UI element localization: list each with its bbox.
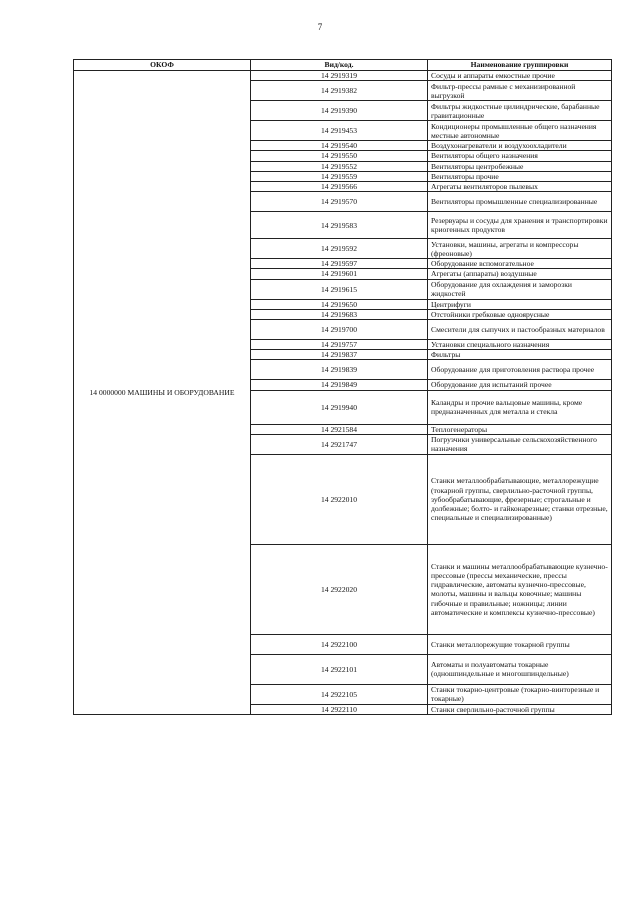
- code-cell: 14 2921747: [251, 434, 428, 454]
- code-cell: 14 2919552: [251, 161, 428, 171]
- code-cell: 14 2919849: [251, 380, 428, 390]
- code-cell: 14 2919683: [251, 309, 428, 319]
- name-cell: Автоматы и полуавтоматы токарные (одношпиндельные и многошпиндельные): [428, 654, 612, 684]
- name-cell: Фильтр-прессы рамные с механизированной выгрузкой: [428, 81, 612, 101]
- name-cell: Погрузчики универсальные сельскохозяйственного назначения: [428, 434, 612, 454]
- name-cell: Смесители для сыпучих и пастообразных материалов: [428, 320, 612, 340]
- name-cell: Центрифуги: [428, 299, 612, 309]
- header-okof: ОКОФ: [74, 60, 251, 71]
- code-cell: 14 2922100: [251, 634, 428, 654]
- code-cell: 14 2919570: [251, 192, 428, 212]
- code-cell: 14 2919583: [251, 212, 428, 239]
- okof-table: [73, 59, 612, 715]
- name-cell: Станки токарно-центровые (токарно-винторезные и токарные): [428, 684, 612, 704]
- name-cell: Фильтры: [428, 350, 612, 360]
- name-cell: Теплогенераторы: [428, 424, 612, 434]
- header-name: Наименование группировки: [428, 60, 612, 71]
- name-cell: Станки сверлильно-расточной группы: [428, 704, 612, 714]
- header-code: Вид/код.: [251, 60, 428, 71]
- code-cell: 14 2922110: [251, 704, 428, 714]
- code-cell: 14 2919540: [251, 141, 428, 151]
- name-cell: Воздухонагреватели и воздухоохладители: [428, 141, 612, 151]
- name-cell: Агрегаты вентиляторов пылевых: [428, 182, 612, 192]
- code-cell: 14 2919566: [251, 182, 428, 192]
- code-cell: 14 2919559: [251, 171, 428, 181]
- name-cell: Установки специального назначения: [428, 340, 612, 350]
- name-cell: Резервуары и сосуды для хранения и транспортировки криогенных продуктов: [428, 212, 612, 239]
- name-cell: Агрегаты (аппараты) воздушные: [428, 269, 612, 279]
- name-cell: Отстойники гребковые одноярусные: [428, 309, 612, 319]
- code-cell: 14 2919839: [251, 360, 428, 380]
- code-cell: 14 2919550: [251, 151, 428, 161]
- name-cell: Оборудование для охлаждения и заморозки жидкостей: [428, 279, 612, 299]
- group-cell: 14 0000000 МАШИНЫ И ОБОРУДОВАНИЕ: [74, 71, 251, 715]
- code-cell: 14 2922101: [251, 654, 428, 684]
- name-cell: Вентиляторы промышленные специализированные: [428, 192, 612, 212]
- code-cell: 14 2919837: [251, 350, 428, 360]
- code-cell: 14 2922105: [251, 684, 428, 704]
- name-cell: Оборудование вспомогательное: [428, 259, 612, 269]
- code-cell: 14 2919390: [251, 101, 428, 121]
- code-cell: 14 2919382: [251, 81, 428, 101]
- code-cell: 14 2919601: [251, 269, 428, 279]
- name-cell: Сосуды и аппараты емкостные прочие: [428, 71, 612, 81]
- code-cell: 14 2919650: [251, 299, 428, 309]
- page-number: 7: [317, 22, 323, 32]
- code-cell: 14 2919453: [251, 121, 428, 141]
- code-cell: 14 2921584: [251, 424, 428, 434]
- name-cell: Оборудование для приготовления раствора прочее: [428, 360, 612, 380]
- code-cell: 14 2919319: [251, 71, 428, 81]
- code-cell: 14 2922010: [251, 454, 428, 544]
- name-cell: Вентиляторы центробежные: [428, 161, 612, 171]
- name-cell: Установки, машины, агрегаты и компрессоры (фреоновые): [428, 239, 612, 259]
- code-cell: 14 2919940: [251, 390, 428, 424]
- code-cell: 14 2919757: [251, 340, 428, 350]
- code-cell: 14 2919615: [251, 279, 428, 299]
- name-cell: Фильтры жидкостные цилиндрические, барабанные гравитационные: [428, 101, 612, 121]
- name-cell: Станки и машины металлообрабатывающие кузнечно-прессовые (прессы механические, прессы гидравлические, автоматы кузнечно-прессовые, молоты, машины и вальцы ковочные; машины гибочные и правильные; ножницы; линии автоматические и комплексы кузнечно-прессовые): [428, 544, 612, 634]
- code-cell: 14 2919592: [251, 239, 428, 259]
- code-cell: 14 2919597: [251, 259, 428, 269]
- name-cell: Каландры и прочие вальцовые машины, кроме предназначенных для металла и стекла: [428, 390, 612, 424]
- name-cell: Кондиционеры промышленные общего назначения местные автономные: [428, 121, 612, 141]
- code-cell: 14 2922020: [251, 544, 428, 634]
- name-cell: Вентиляторы прочие: [428, 171, 612, 181]
- name-cell: Станки металлообрабатывающие, металлорежущие (токарной группы, сверлильно-расточной группы, зубообрабатывающие, фрезерные; строгальные и долбежные; болто- и гайконарезные; станки отрезные, специальные и специализированные): [428, 454, 612, 544]
- table-header-row: [74, 60, 612, 71]
- name-cell: Станки металлорежущие токарной группы: [428, 634, 612, 654]
- name-cell: Вентиляторы общего назначения: [428, 151, 612, 161]
- code-cell: 14 2919700: [251, 320, 428, 340]
- name-cell: Оборудование для испытаний прочее: [428, 380, 612, 390]
- table-row: [74, 71, 612, 81]
- table-body: [74, 71, 612, 715]
